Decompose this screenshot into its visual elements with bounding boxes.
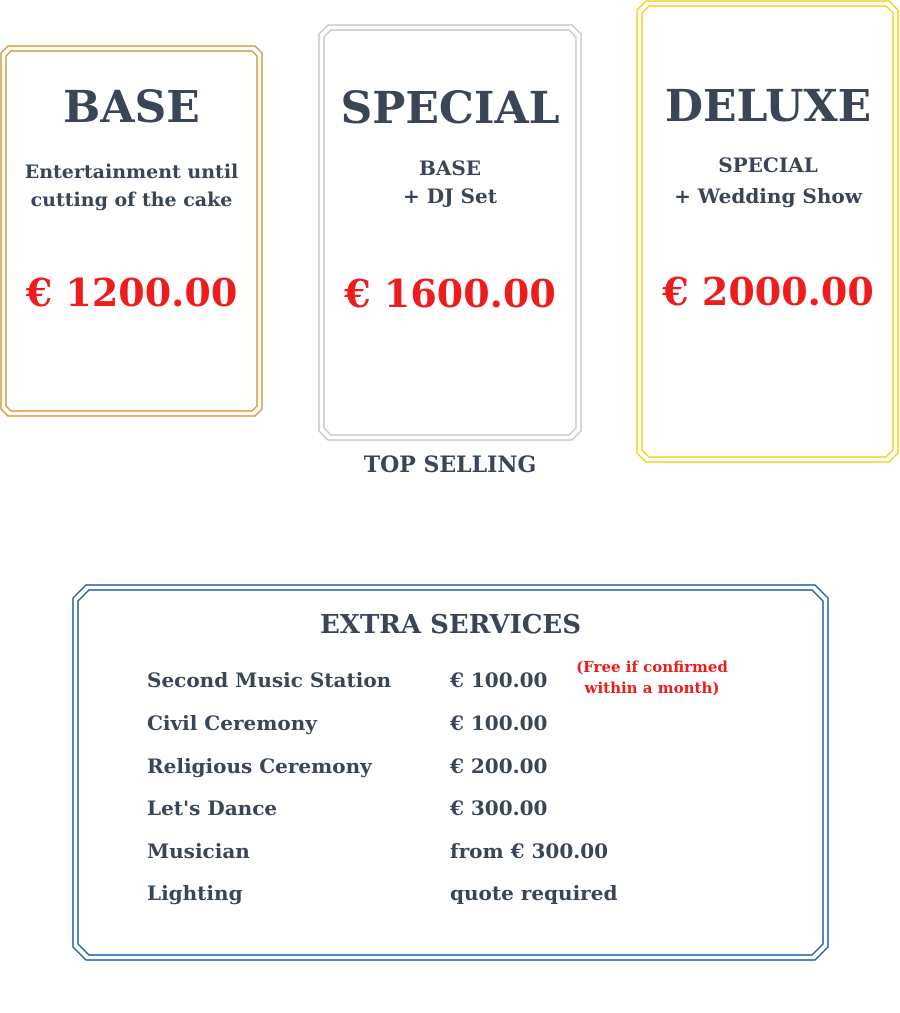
extra-services-panel [72, 584, 829, 961]
package-description [636, 150, 900, 212]
package-price: € 1600.00 [344, 271, 556, 316]
extra-service-name: Lighting [147, 881, 243, 905]
top-selling-badge: TOP SELLING [363, 452, 537, 478]
extra-service-name: Second Music Station [147, 668, 392, 692]
extra-service-row [72, 711, 829, 741]
package-description-line: SPECIAL [718, 153, 818, 177]
extra-service-row [72, 839, 829, 869]
extra-services-title: EXTRA SERVICES [319, 610, 582, 640]
extra-service-price: from € 300.00 [450, 839, 609, 863]
extra-service-row [72, 754, 829, 784]
extra-service-price: € 300.00 [450, 796, 548, 820]
extra-service-row [72, 658, 829, 698]
extra-service-name: Musician [147, 839, 250, 863]
extra-service-name: Religious Ceremony [147, 754, 372, 778]
extra-service-price: € 200.00 [450, 754, 548, 778]
extra-service-name: Let's Dance [147, 796, 278, 820]
extra-service-row [72, 881, 829, 911]
extra-service-row [72, 796, 829, 826]
package-description-line: Entertainment until [24, 161, 239, 183]
extra-service-price: € 100.00 [450, 668, 548, 692]
package-description [0, 158, 263, 214]
extra-service-note [562, 657, 742, 699]
package-description-line: + Wedding Show [674, 184, 862, 208]
package-card-special [318, 24, 582, 441]
package-description-line: BASE [418, 156, 482, 180]
extra-service-name: Civil Ceremony [147, 711, 317, 735]
package-price: € 1200.00 [25, 270, 238, 315]
package-title: SPECIAL [340, 83, 560, 134]
package-card-base [0, 45, 263, 417]
package-card-deluxe [636, 0, 900, 463]
extra-service-price: € 100.00 [450, 711, 548, 735]
extra-service-note-line: within a month) [584, 679, 720, 697]
package-description [318, 154, 582, 210]
extra-service-note-line: (Free if confirmed [576, 658, 728, 676]
package-title: BASE [63, 82, 200, 133]
package-description-line: cutting of the cake [30, 189, 233, 211]
package-price: € 2000.00 [662, 269, 874, 314]
extra-service-price: quote required [450, 881, 618, 905]
package-title: DELUXE [664, 81, 872, 132]
package-description-line: + DJ Set [403, 184, 497, 208]
deluxe-card-frame [636, 0, 900, 463]
